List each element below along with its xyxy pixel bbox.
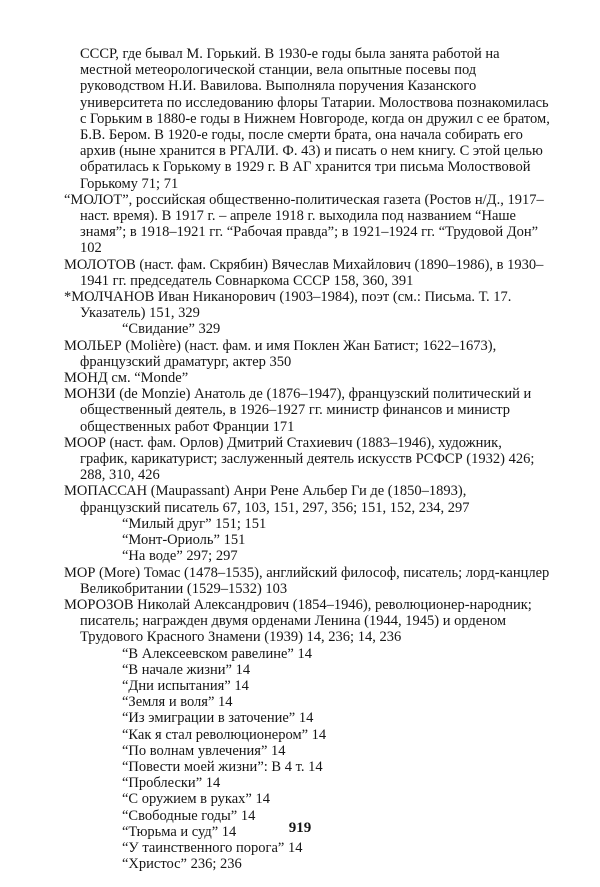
index-subentry: “Тюрьма и суд” 14: [122, 823, 237, 840]
index-entry: МОНЗИ (de Monzie) Анатоль де (1876–1947), французский политический и общественный деятель, в 1926–1927 гг. министр финансов и министр общественных работ Франции 171: [64, 386, 532, 435]
index-entry: МОЛЬЕР (Molière) (наст. фам. и имя Поклен Жан Батист; 1622–1673), французский драматург, актер 350: [64, 337, 497, 370]
index-page: [64, 46, 550, 872]
index-entry: МОР (More) Томас (1478–1535), английский философ, писатель; лорд-канцлер Великобритании (1529–1532) 103: [64, 564, 550, 597]
index-entry: МОНД см. “Monde”: [64, 370, 189, 387]
index-subentry: “Как я стал революционером” 14: [122, 726, 327, 743]
index-entry: МООР (наст. фам. Орлов) Дмитрий Стахиевич (1883–1946), художник, график, карикатурист; заслуженный деятель искусств РСФСР (1932) 426; 288, 310, 426: [64, 434, 535, 484]
index-subentry: “Милый друг” 151; 151: [122, 515, 267, 532]
index-subentry: “В Алексеевском равелине” 14: [122, 645, 312, 662]
index-subentry: “У таинственного порога” 14: [122, 839, 303, 856]
index-subentry: “Проблески” 14: [122, 775, 221, 792]
index-entry: “МОЛОТ”, российская общественно-политическая газета (Ростов н/Д., 1917–наст. время). В 1917 г. – апреле 1918 г. выходила под названием “Наше знамя”; в 1918–1921 гг. “Рабочая правда”; в 1921–1924 гг. “Трудовой Дон” 102: [64, 191, 544, 257]
index-entry: *МОЛЧАНОВ Иван Никанорович (1903–1984), поэт (см.: Письма. Т. 17. Указатель) 151, 329: [64, 289, 512, 322]
index-subentry: “Земля и воля” 14: [122, 694, 233, 711]
index-subentry: “Свидание” 329: [122, 321, 221, 338]
index-subentry: “Христос” 236; 236: [122, 856, 242, 873]
index-subentry: “На воде” 297; 297: [122, 548, 238, 565]
page-number: 919: [288, 820, 312, 836]
index-entry: СССР, где бывал М. Горький. В 1930-е годы была занята работой на местной метеорологической станции, вела опытные посевы под руководством Н.И. Вавилова. Выполняла поручения Казанского университета по исследованию флоры Татарии. Молоствова познакомилась с Горьким в 1880-е годы в Нижнем Новгороде, когда он дружил с ее братом, Б.В. Бером. В 1920-е годы, после смерти брата, она начала собирать его архив (ныне хранится в РГАЛИ. Ф. 43) и писать о нем книгу. С этой целью обратилась к Горькому в 1929 г. В АГ хранится три письма Молоствовой Горькому 71; 71: [80, 46, 550, 192]
index-subentry: “По волнам увлечения” 14: [122, 742, 286, 759]
index-subentry: “Повести моей жизни”: В 4 т. 14: [122, 758, 323, 775]
index-subentry: “Свободные годы” 14: [122, 807, 256, 824]
index-subentry: “С оружием в руках” 14: [122, 791, 270, 808]
index-subentry: “В начале жизни” 14: [122, 661, 251, 678]
index-entry: МОРОЗОВ Николай Александрович (1854–1946), революционер-народник; писатель; награжден двумя орденами Ленина (1944, 1945) и орденом Трудового Красного Знамени (1939) 14, 236; 14, 236: [64, 596, 532, 646]
index-subentry: “Дни испытания” 14: [122, 677, 249, 694]
index-subentry: “Монт-Ориоль” 151: [122, 532, 246, 549]
index-entry: МОЛОТОВ (наст. фам. Скрябин) Вячеслав Михайлович (1890–1986), в 1930–1941 гг. председатель Совнаркома СССР 158, 360, 391: [64, 256, 544, 289]
index-entry: МОПАССАН (Maupassant) Анри Рене Альбер Ги де (1850–1893), французский писатель 67, 103, 151, 297, 356; 151, 152, 234, 297: [64, 483, 470, 516]
index-subentry: “Из эмиграции в заточение” 14: [122, 710, 314, 727]
